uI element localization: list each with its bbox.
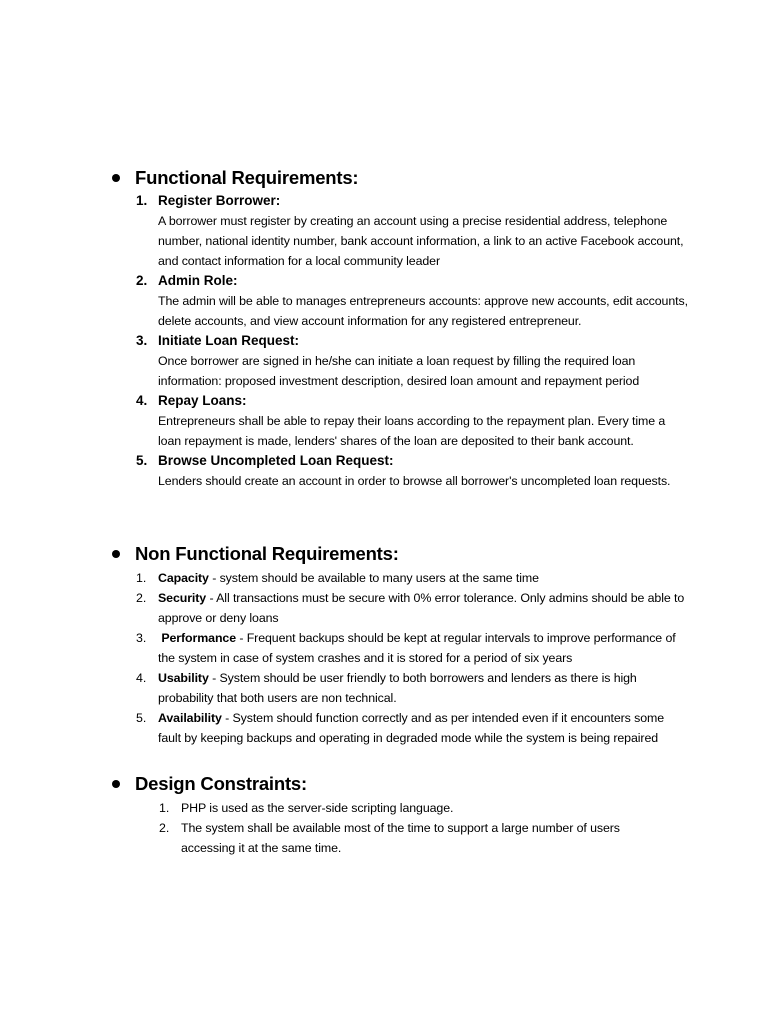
item-number: 2. [136, 273, 148, 288]
item-term: Usability [158, 671, 209, 685]
non-functional-requirements-list [0, 568, 768, 748]
item-description: Once borrower are signed in he/she can initiate a loan request by filling the required loan information: proposed investment description, desired loan amount and repayment period [158, 354, 640, 388]
list-item [0, 628, 768, 668]
functional-requirements-section [0, 167, 768, 491]
item-title: Browse Uncompleted Loan Request: [158, 453, 394, 468]
functional-requirements-heading [0, 167, 768, 191]
list-item [0, 331, 768, 391]
section-title: Design Constraints: [135, 773, 307, 794]
item-text [158, 668, 688, 708]
item-number: 1. [136, 571, 147, 585]
item-text [158, 708, 688, 748]
list-item [0, 191, 768, 271]
item-number: 3. [136, 333, 148, 348]
design-constraints-section [0, 773, 768, 858]
list-item [0, 708, 768, 748]
item-description: - System should function correctly and as per intended even if it encounters some fault by keeping backups and operating in degraded mode while the system is being repaired [158, 711, 664, 745]
list-item [0, 568, 768, 588]
list-item [0, 451, 768, 491]
item-description: - Frequent backups should be kept at regular intervals to improve performance of the system in case of system crashes and it is stored for a period of six years [158, 631, 676, 665]
design-constraints-heading [0, 773, 768, 797]
bullet-icon [112, 780, 120, 788]
item-number: 5. [136, 453, 148, 468]
item-title: Admin Role: [158, 273, 238, 288]
item-text [158, 628, 688, 668]
non-functional-requirements-heading [0, 543, 768, 567]
section-title: Functional Requirements: [135, 167, 359, 188]
list-item [0, 391, 768, 451]
design-constraints-list [0, 798, 768, 858]
section-title: Non Functional Requirements: [135, 543, 399, 564]
list-item [0, 798, 768, 818]
item-description: A borrower must register by creating an account using a precise residential address, telephone number, national identity number, bank account information, a link to an active Facebook account, and contact information for a local community leader [158, 214, 684, 268]
item-term: Security [158, 591, 207, 605]
item-text [158, 588, 688, 628]
non-functional-requirements-section [0, 543, 768, 748]
item-text: The system shall be available most of the time to support a large number of users accessing it at the same time. [181, 821, 620, 855]
item-number: 1. [159, 801, 170, 815]
item-number: 4. [136, 671, 147, 685]
item-text [158, 568, 688, 588]
item-text: PHP is used as the server-side scripting language. [181, 801, 454, 815]
item-term: Availability [158, 711, 222, 725]
item-number: 3. [136, 631, 147, 645]
item-term: Capacity [158, 571, 209, 585]
bullet-icon [112, 550, 120, 558]
item-description: - System should be user friendly to both borrowers and lenders as there is high probability that both users are non technical. [158, 671, 637, 705]
item-description: Lenders should create an account in order to browse all borrower's uncompleted loan requests. [158, 474, 671, 488]
item-title: Initiate Loan Request: [158, 333, 300, 348]
item-number: 5. [136, 711, 147, 725]
bullet-icon [112, 174, 120, 182]
item-title: Register Borrower: [158, 193, 281, 208]
item-number: 1. [136, 193, 148, 208]
item-description: Entrepreneurs shall be able to repay their loans according to the repayment plan. Every time a loan repayment is made, lenders' shares of the loan are deposited to their bank account. [158, 414, 666, 448]
item-term: Performance [158, 631, 236, 645]
item-description: The admin will be able to manages entrepreneurs accounts: approve new accounts, edit accounts, delete accounts, and view account information for any registered entrepreneur. [158, 294, 688, 328]
list-item [0, 668, 768, 708]
item-title: Repay Loans: [158, 393, 247, 408]
item-description: - All transactions must be secure with 0% error tolerance. Only admins should be able to approve or deny loans [158, 591, 685, 625]
item-number: 2. [136, 591, 147, 605]
list-item [0, 271, 768, 331]
list-item [0, 588, 768, 628]
functional-requirements-list [0, 191, 768, 491]
item-number: 4. [136, 393, 148, 408]
item-description: - system should be available to many users at the same time [208, 571, 539, 585]
list-item [0, 818, 768, 858]
item-number: 2. [159, 821, 170, 835]
